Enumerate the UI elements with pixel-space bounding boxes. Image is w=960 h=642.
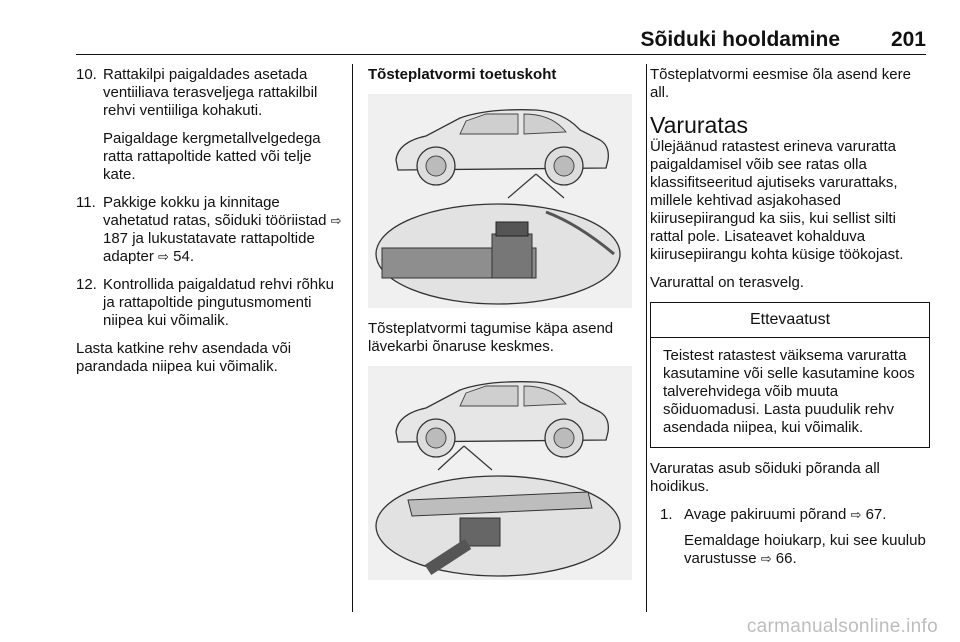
step-10 (76, 66, 348, 184)
page-reference-icon: ⇨ (330, 213, 342, 228)
step-number: 10. (76, 66, 97, 83)
step-text: ja lukustatavate rattapoltide adapter (103, 230, 315, 265)
step-number: 1. (660, 506, 673, 523)
step-text: Rattakilpi paigaldades asetada ventiiliava terasveljega rattakilbil rehvi ventiiliga kohakuti. (103, 66, 318, 119)
page-reference-icon: ⇨ (850, 507, 862, 522)
page-reference-icon: ⇨ (760, 551, 772, 566)
step-number: 12. (76, 276, 97, 293)
page-number: 201 (890, 28, 926, 51)
page-reference-link[interactable]: 66 (775, 550, 793, 567)
section-heading: Tõsteplatvormi toetuskoht (368, 66, 557, 83)
caution-box (650, 302, 930, 448)
page-header (76, 26, 926, 55)
column-3 (650, 66, 932, 576)
column-2 (368, 66, 632, 580)
lift-point-rear-figure (368, 366, 632, 580)
step-text: Kontrollida paigaldatud rehvi rõhku ja rattapoltide pingutusmomenti niipea kui võimalik. (103, 276, 334, 329)
step-text: Eemaldage hoiukarp, kui see kuulub varustusse (684, 532, 926, 567)
step-text: . (882, 506, 887, 523)
body-paragraph: Ülejäänud ratastest erineva varuratta paigaldamisel võib see ratas olla klassifitseeritud ajutiseks varurattaks, millele kehtivad asjakohased kiirusepiirangud ka siis, kui sellist silti rattal pole. Lisateavet kohalduva kiirusepiirangu kohta küsige töökojast. (650, 138, 904, 263)
step-12 (76, 276, 348, 330)
step-text: Paigaldage kergmetallvelgedega ratta rattapoltide katted või telje kate. (103, 130, 321, 183)
closing-paragraph: Lasta katkine rehv asendada või parandada niipea kui võimalik. (76, 340, 292, 375)
step-11 (76, 194, 348, 266)
page-title: Sõiduki hooldamine (640, 28, 840, 51)
step-number: 11. (76, 194, 96, 211)
watermark: carmanualsonline.info (746, 616, 938, 637)
step-text: . (189, 248, 194, 265)
step-text: . (792, 550, 797, 567)
lift-point-front-figure (368, 94, 632, 308)
step-text: Avage pakiruumi põrand (684, 506, 847, 523)
column-divider-left (352, 64, 353, 612)
step-text: Pakkige kokku ja kinnitage vahetatud ratas, sõiduki tööriistad (103, 194, 327, 229)
page-reference-link[interactable]: 54 (173, 248, 190, 265)
body-paragraph: Varuratas asub sõiduki põranda all hoidikus. (650, 460, 880, 495)
figure-caption: Tõsteplatvormi tagumise käpa asend lävekarbi õnaruse keskmes. (368, 320, 614, 355)
body-paragraph: Varurattal on terasvelg. (650, 274, 804, 291)
caution-title: Ettevaatust (651, 303, 929, 338)
page-reference-link[interactable]: 67 (865, 506, 883, 523)
section-title: Varuratas (650, 112, 749, 138)
column-1 (76, 66, 348, 386)
intro-paragraph: Tõsteplatvormi eesmise õla asend kere all. (650, 66, 911, 101)
page-reference-link[interactable]: 187 (103, 230, 129, 247)
car-lift-illustration (368, 94, 632, 308)
page-reference-icon: ⇨ (158, 249, 169, 264)
caution-text: Teistest ratastest väiksema varuratta kasutamine või selle kasutamine koos talverehvidega võib muuta sõiduomadusi. Lasta puudulik rehv asendada niipea, kui võimalik. (663, 347, 915, 436)
car-lift-illustration-rear (368, 366, 632, 580)
step-1 (660, 506, 932, 568)
column-divider-right (646, 64, 647, 612)
